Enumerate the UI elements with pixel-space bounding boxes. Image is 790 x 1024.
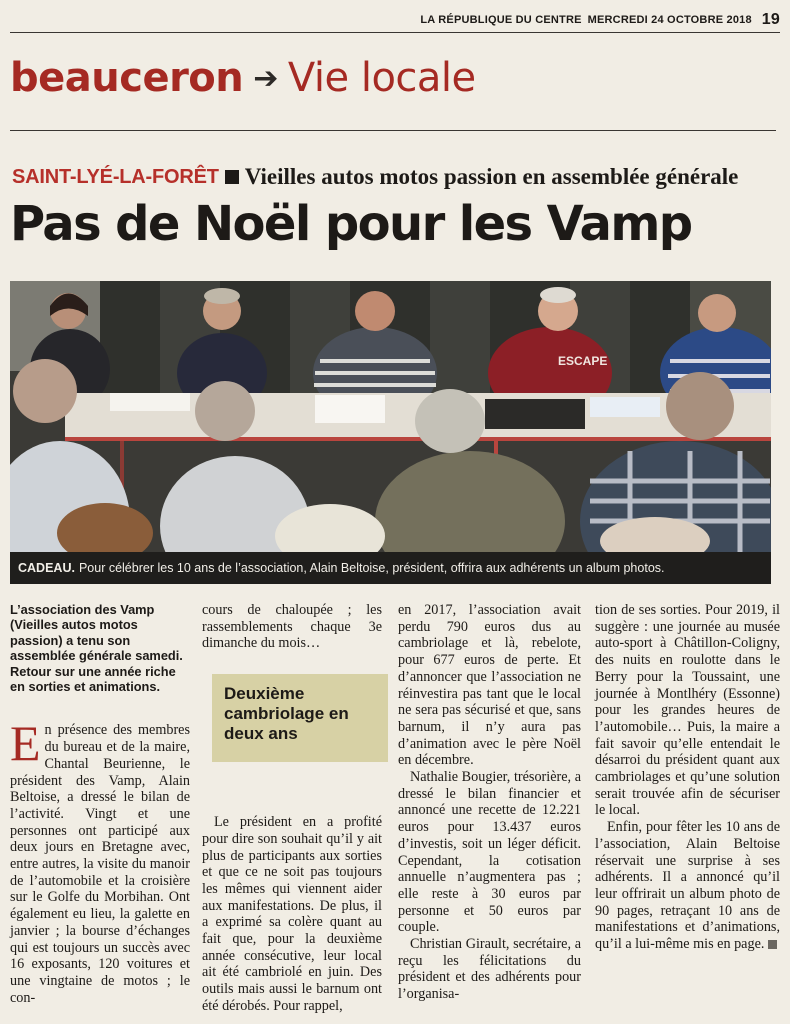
arrow-right-icon: ➔ (253, 60, 278, 96)
page-number: 19 (761, 11, 780, 28)
article-headline: Pas de Noël pour les Vamp (10, 196, 692, 252)
col4-paragraph-2: Enfin, pour fêter les 10 ans de l’association, Alain Beltoise réservait une surprise à ses adhérents. Il a annoncé qu’il leur offrirait un album photo de 90 pages, retraçant 10 ans de manifestations et d’animations, qu’il a lui-même mis en page. (595, 819, 780, 953)
issue-date: MERCREDI 24 OCTOBRE 2018 (587, 14, 752, 26)
photo-caption (10, 552, 771, 584)
col2-top-text: cours de chaloupée ; les rassemblements chaque 3e dimanche du mois… (202, 602, 382, 652)
column-1 (10, 602, 190, 1006)
article-body (10, 602, 780, 1017)
caption-text: Pour célébrer les 10 ans de l’association, Alain Beltoise, président, offrira aux adhérents un album photos. (78, 561, 665, 575)
article-kicker (12, 164, 780, 190)
newspaper-name: LA RÉPUBLIQUE DU CENTRE (420, 14, 582, 26)
location-label: SAINT-LYÉ-LA-FORÊT (12, 165, 219, 188)
col1-text: n présence des membres du bureau et de la maire, Chantal Beurienne, le président des Vamp, Alain Beltoise, a dressé le bilan de l’activité. Vingt et une personnes ont participé aux deux jours en Bretagne avec, entre autres, la visite du manoir de l’automobile et la croisière sur le Golfe du Morbihan. Ont également eu lieu, la galette en janvier ; la bourse d’échanges qui est toujours un succès avec 16 exposants, 120 voitures et une vingtaine de motos ; le con- (10, 722, 190, 1006)
section-header (10, 50, 780, 106)
section-divider (10, 130, 776, 131)
col3-paragraph-2: Nathalie Bougier, trésorière, a dressé le bilan financier et annoncé une recette de 12.221 euros pour 13.437 euros d’investis, soit un léger déficit. Cependant, la cotisation annuelle n’augmentera pas ; elle reste à 30 euros par personne et 50 euros par couple. (398, 769, 581, 936)
masthead (10, 8, 780, 33)
shirt-print-text: ESCAPE (558, 354, 608, 368)
section-name: beauceron (10, 55, 244, 101)
col2-text: Le président en a profité pour dire son souhait qu’il y ait plus de participants aux sorties et que ce ne soit pas toujours les mêmes qui viennent aider aux manifestations. De plus, il a exprimé sa colère quant au fait que, pour la deuxième année consécutive, leur local ait été cambriolé en juin. Des outils mais aussi le barnum ont été dérobés. Pour rappel, (202, 814, 382, 1014)
column-3 (398, 602, 581, 1003)
caption-label: CADEAU. (18, 561, 75, 575)
drop-cap: E (10, 715, 41, 772)
column-4 (595, 602, 780, 953)
col3-paragraph-1: en 2017, l’association avait perdu 790 euros dus au cambriolage et là, rebelote, pour 677 euros de perte. Et d’annoncer que l’association ne réinvestira pas tant que le local ne sera pas sécurisé et que, sans barnum, il n’y aura pas d’animation avec le père Noël en décembre. (398, 602, 581, 769)
kicker-text: Vieilles autos motos passion en assemblée générale (244, 164, 739, 189)
intertitle-box: Deuxième cambriolage en deux ans (212, 674, 388, 762)
article-lede: L’association des Vamp (Vieilles autos motos passion) a tenu son assemblée générale samedi. Retour sur une année riche en sorties et animations. (10, 602, 183, 695)
column-2 (202, 602, 382, 1015)
col3-paragraph-3: Christian Girault, secrétaire, a reçu les félicitations du président et des adhérents pour l’organisa- (398, 936, 581, 1003)
end-of-article-icon (768, 940, 777, 949)
article-photo (10, 281, 771, 584)
square-bullet-icon (225, 170, 239, 184)
subsection-name: Vie locale (287, 55, 476, 101)
meeting-photo-illustration (10, 281, 771, 552)
col4-paragraph-1: tion de ses sorties. Pour 2019, il suggère : une journée au musée auto-sport à Châtillon-Coligny, des nuits en roulotte dans le Berry pour la Toussaint, une journée à Montlhéry (Essonne) pour les grandes heures de l’automobile… Puis, la maire a fait savoir qu’elle entendait le désarroi du président quant aux cambriolages et qu’une solution serait trouvée afin de sécuriser le local. (595, 602, 780, 819)
